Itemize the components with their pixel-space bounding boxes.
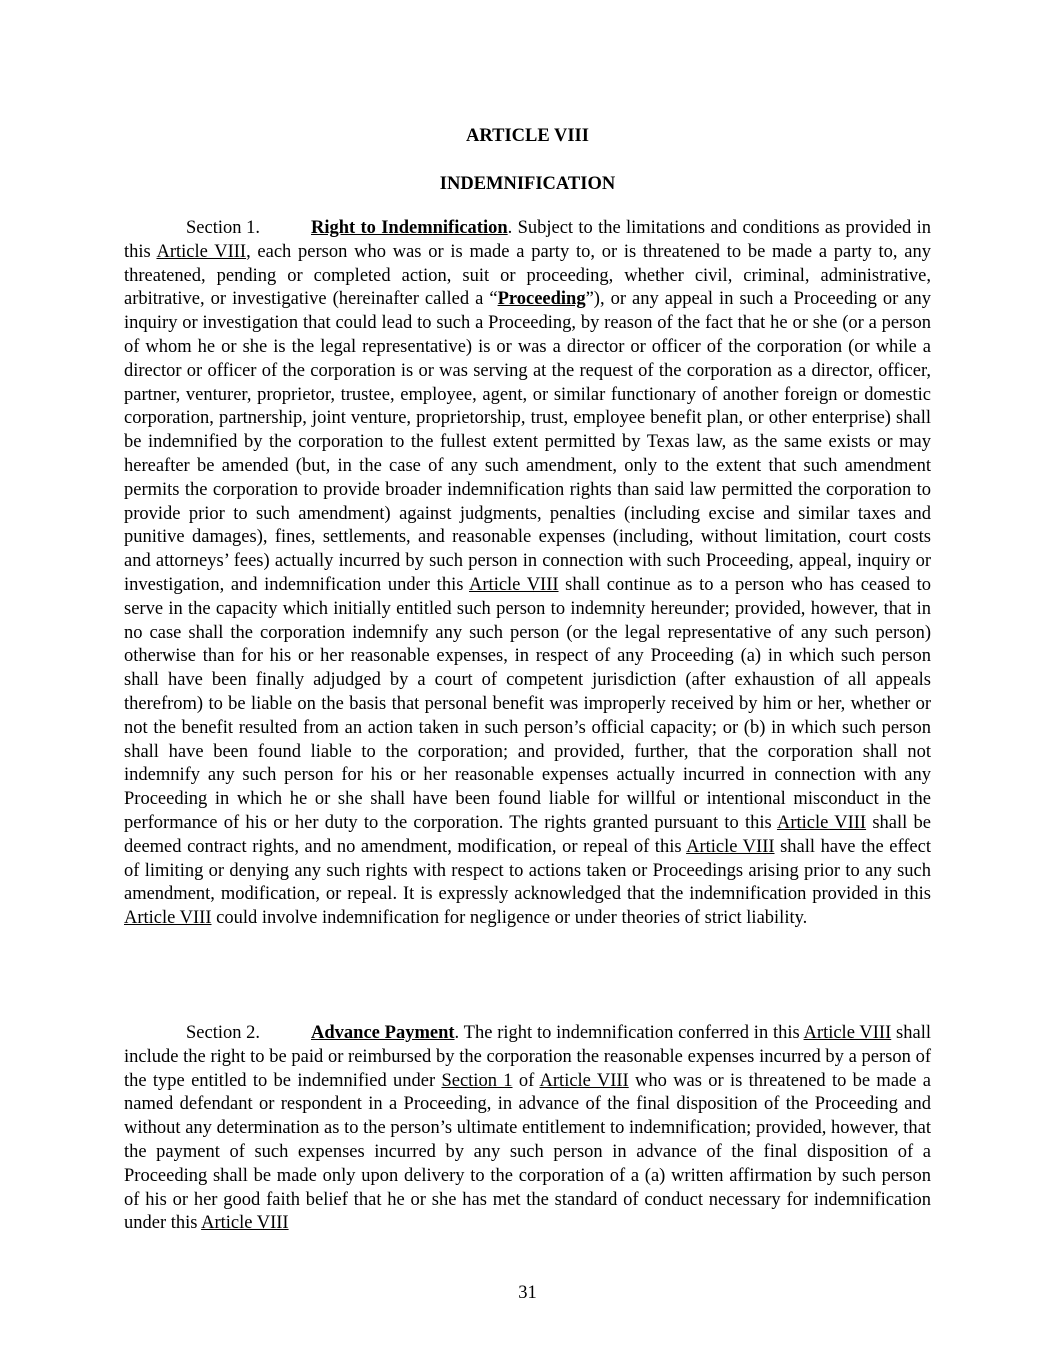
section-1-title: Right to Indemnification (311, 218, 508, 238)
section-2-paragraph: Section 2. Advance Payment. The right to indemnification conferred in this Article VIII shall include the right to be paid or reimbursed by the corporation the reasonable expenses incurred by a person of the type entitled to be indemnified under Section 1 of Article VIII who was or is threatened to be made a named defendant or respondent in a Proceeding, in advance of the final disposition of the Proceeding and without any determination as to the person’s ultimate entitlement to indemnification; provided, however, that the payment of such expenses incurred by any such person in advance of the final disposition of a Proceeding shall be made only upon delivery to the corporation of a (a) written affirmation by such person of his or her good faith belief that he or she has met the standard of conduct necessary for indemnification under this Article VIII (124, 1023, 932, 1234)
section-1-label: Section 1. (186, 218, 260, 238)
section-2-title: Advance Payment (311, 1023, 455, 1043)
article-reference-link: Article VIII (686, 836, 775, 857)
section-2-label: Section 2. (186, 1023, 260, 1043)
article-reference-link: Article VIII (803, 1023, 892, 1043)
article-reference-link: Article VIII (124, 908, 212, 929)
article-title: INDEMNIFICATION (439, 174, 616, 194)
article-number: ARTICLE VIII (466, 126, 589, 146)
article-reference-link: Article VIII (156, 241, 247, 262)
defined-term-proceeding: Proceeding (497, 289, 586, 310)
article-reference-link: Article VIII (469, 574, 559, 595)
article-reference-link: Article VIII (201, 1213, 289, 1234)
section-1-paragraph: Section 1. Right to Indemnification. Subject to the limitations and conditions as provided in this Article VIII, each person who was or is made a party to, or is threatened to be made a party to, any threatened, pending or completed action, suit or proceeding, whether civil, criminal, administrative, arbitrative, or investigative (hereinafter called a “Proceeding”), or any appeal in such a Proceeding or any inquiry or investigation that could lead to such a Proceeding, by reason of the fact that he or she (or a person of whom he or she is the legal representative) is or was a director or officer of the corporation (or while a director or officer of the corporation is or was serving at the request of the corporation as a director, officer, partner, venturer, proprietor, trustee, employee, agent, or similar functionary of another foreign or domestic corporation, partnership, joint venture, proprietorship, trust, employee benefit plan, or other enterprise) shall be indemnified by the corporation to the fullest extent permitted by Texas law, as the same exists or may hereafter be amended (but, in the case of any such amendment, only to the extent that such amendment permits the corporation to provide broader indemnification rights than said law permitted the corporation to provide prior to such amendment) against judgments, penalties (including excise and similar taxes and punitive damages), fines, settlements, and reasonable expenses (including, without limitation, court costs and attorneys’ fees) actually incurred by such person in connection with such Proceeding, appeal, inquiry or investigation, and indemnification under this Article VIII shall continue as to a person who has ceased to serve in the capacity which initially entitled such person to indemnity hereunder; provided, however, that in no case shall the corporation indemnify any such person (or the legal representative of any such person) otherwise than for his or her reasonable expenses, in respect of any Proceeding (a) in which such person shall have been finally adjudged by a court of competent jurisdiction (after exhaustion of all appeals therefrom) to be liable on the basis that personal benefit was improperly received by him or her, whether or not the benefit resulted from an action taken in such person’s official capacity; or (b) in which such person shall have been found liable to the corporation; and provided, further, that the corporation shall not indemnify any such person for his or her reasonable expenses actually incurred in connection with any Proceeding in which he or she shall have been found liable for willful or intentional misconduct in the performance of his or her duty to the corporation. The rights granted pursuant to this Article VIII shall be deemed contract rights, and no amendment, modification, or repeal of this Article VIII shall have the effect of limiting or denying any such rights with respect to actions taken or Proceedings arising prior to any such amendment, modification, or repeal. It is expressly acknowledged that the indemnification provided in this Article VIII could involve indemnification for negligence or under theories of strict liability. (124, 218, 932, 929)
article-reference-link: Article VIII (539, 1070, 629, 1091)
section-reference-link: Section 1 (441, 1070, 513, 1091)
page-number: 31 (518, 1283, 537, 1303)
article-reference-link: Article VIII (776, 812, 867, 833)
